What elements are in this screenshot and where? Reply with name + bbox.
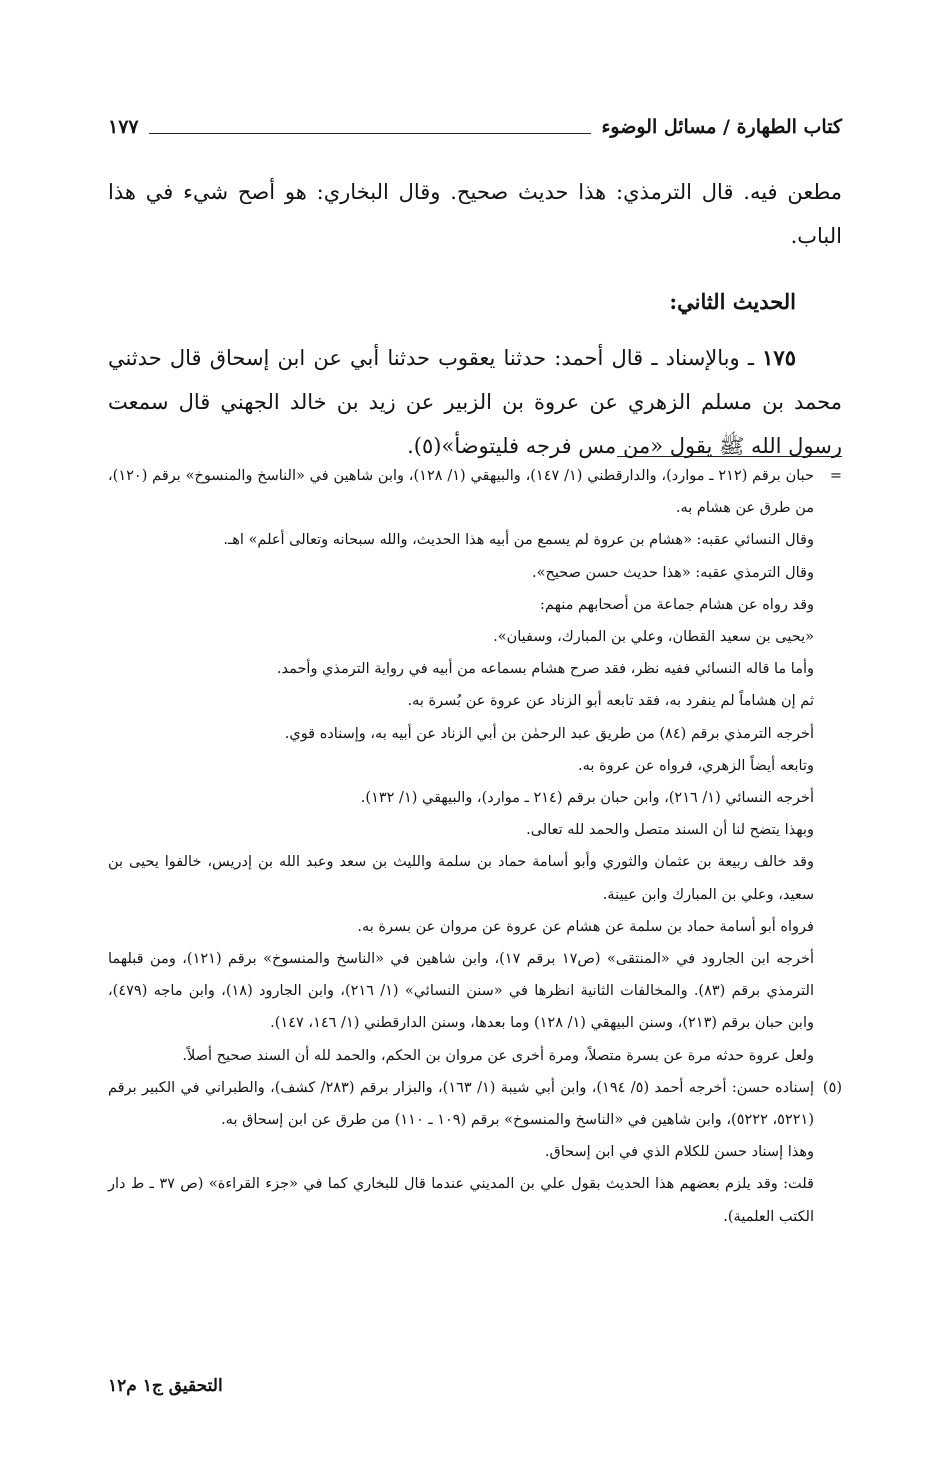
footnote-marker: (٥) [822,1079,843,1096]
paragraph-continuation: مطعن فيه. قال الترمذي: هذا حديث صحيح. وقال البخاري: هو أصح شيء في هذا الباب. [108,180,842,248]
footnote-line: ثم إن هشاماً لم ينفرد به، فقد تابعه أبو الزناد عن عروة عن بُسرة به. [407,693,814,710]
footnote-line: أخرجه الترمذي برقم (٨٤) من طريق عبد الرحمٰن بن أبي الزناد عن أبيه به، وإسناده قوي. [284,725,814,742]
footnote-line: وقال النسائي عقبه: «هشام بن عروة لم يسمع من أبيه هذا الحديث، والله سبحانه وتعالى أعلم» اهـ. [223,532,814,549]
header-title: كتاب الطهارة / مسائل الوضوء [601,116,842,138]
footnote-line: وتابعه أيضاً الزهري، فرواه عن عروة به. [577,757,814,774]
footnote-line: قلت: وقد يلزم بعضهم هذا الحديث بقول علي بن المديني عندما قال للبخاري كما في «جزء القراءة» (ص ٣٧ ـ ط دار الكتب العلمية). [108,1176,814,1225]
continuation-mark: = [829,468,842,484]
header-rule [149,132,592,134]
footnote-line: «يحيى بن سعيد القطان، وعلي بن المبارك، وسفيان». [493,629,814,646]
footnote-line: وقد خالف ربيعة بن عثمان والثوري وأبو أسامة حماد بن سلمة والليث بن سعد وعبد الله بن إدريس، خالفوا يحيى بن سعيد، وعلي بن المبارك وابن عيينة. [108,854,814,903]
footnote-line: وبهذا يتضح لنا أن السند متصل والحمد لله تعالى. [526,822,814,839]
footnote-line: =حبان برقم (٢١٢ ـ موارد)، والدارقطني (١/ ١٤٧)، والبيهقي (١/ ١٢٨)، وابن شاهين في «الناسخ والمنسوخ» برقم (١٢٠)، من طرق عن هشام به. [108,460,842,524]
footnote-separator [617,456,842,457]
footnotes [108,460,842,1233]
hadith-paragraph [108,336,842,468]
hadith-number: ١٧٥ [762,345,796,370]
footnote-line: أخرجه النسائي (١/ ٢١٦)، وابن حبان برقم (٢١٤ ـ موارد)، والبيهقي (١/ ١٣٢). [360,790,814,807]
section-heading: الحديث الثاني: [669,289,796,314]
main-text [108,170,842,468]
page-number: ١٧٧ [108,116,139,138]
signature-mark: التحقيق ج١ م١٢ [108,1376,223,1396]
footnote-line: وقال الترمذي عقبه: «هذا حديث حسن صحيح». [532,564,814,581]
footnote-line: وأما ما قاله النسائي ففيه نظر، فقد صرح هشام بسماعه من أبيه في رواية الترمذي وأحمد. [276,661,814,678]
footnote-line: أخرجه ابن الجارود في «المنتقى» (ص١٧ برقم ١٧)، وابن شاهين في «الناسخ والمنسوخ» برقم (١٢١)، ومن قبلهما الترمذي برقم (٨٣). والمخالفات الثانية انظرها في «سنن النسائي» (١/ ٢١٦)، وابن الجارود (١٨)، وابن ماجه (٤٧٩)، وابن حبان برقم (٢١٣)، وسنن البيهقي (١/ ١٢٨) وما بعدها، وسنن الدارقطني (١/ ١٤٦، ١٤٧). [108,951,814,1032]
footnote-line: وهذا إسناد حسن للكلام الذي في ابن إسحاق. [544,1144,814,1161]
footnote-line: فرواه أبو أسامة حماد بن سلمة عن هشام عن عروة عن مروان عن بسرة به. [357,918,814,935]
footnote-line: وقد رواه عن هشام جماعة من أصحابهم منهم: [540,596,814,613]
footnote-line: ولعل عروة حدثه مرة عن بسرة متصلاً، ومرة أخرى عن مروان بن الحكم، والحمد لله أن السند صحيح أصلاً. [182,1047,814,1064]
footnote-5: (٥)إسناده حسن: أخرجه أحمد (٥/ ١٩٤)، وابن أبي شيبة (١/ ١٦٣)، والبزار برقم (٢٨٣/ كشف)، والطبراني في الكبير برقم (٥٢٢١، ٥٢٢٢)، وابن شاهين في «الناسخ والمنسوخ» برقم (١٠٩ ـ ١١٠) من طرق عن ابن إسحاق به. [108,1072,842,1136]
hadith-text: ـ وبالإسناد ـ قال أحمد: حدثنا يعقوب حدثنا أبي عن ابن إسحاق قال حدثني محمد بن مسلم الزهري عن عروة بن الزبير عن زيد بن خالد الجهني قال سمعت رسول الله ﷺ يقول «من مس فرجه فليتوضأ»(٥). [108,346,842,458]
running-header [108,112,842,142]
